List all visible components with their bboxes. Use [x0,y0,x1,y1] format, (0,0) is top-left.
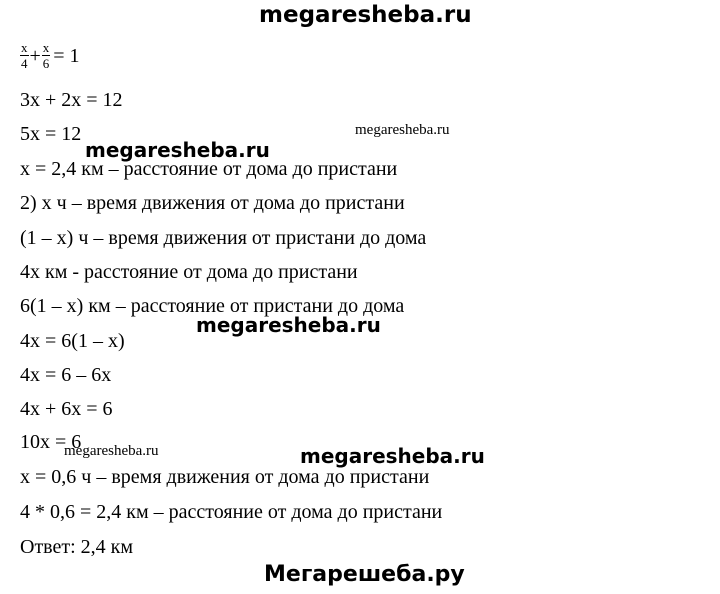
solution-line: 6(1 – x) км – расстояние от пристани до дома [20,295,405,317]
watermark-top: megaresheba.ru [259,2,472,28]
solution-line: 10x = 6 [20,431,82,453]
watermark-bold: megaresheba.ru [196,313,381,337]
fraction-numerator: x [42,40,50,55]
solution-line: 3x + 2x = 12 [20,89,123,111]
solution-line: 5x = 12 [20,123,82,145]
solution-line: 2) x ч – время движения от дома до пристани [20,192,405,214]
fraction-x-over-4 [20,41,29,70]
fraction-x-over-6 [42,41,51,70]
fraction-denominator: 6 [42,56,50,71]
footer-brand: Мегарешеба.ру [264,562,465,587]
watermark-bold: megaresheba.ru [300,444,485,468]
equation-rhs: = 1 [53,44,80,67]
plus-sign: + [29,44,41,67]
fraction-denominator: 4 [21,56,28,71]
solution-line: 4x км - расстояние от дома до пристани [20,261,358,283]
solution-line: 4 * 0,6 = 2,4 км – расстояние от дома до пристани [20,501,443,523]
solution-line: 4x = 6(1 – x) [20,330,125,352]
solution-line: x = 2,4 км – расстояние от дома до пристани [20,158,398,180]
solution-line: (1 – x) ч – время движения от пристани до дома [20,227,427,249]
fraction-numerator: x [21,40,28,55]
solution-line: 4x + 6x = 6 [20,398,113,420]
answer-line: Ответ: 2,4 км [20,536,134,558]
watermark-bold: megaresheba.ru [85,138,270,162]
watermark-small: megaresheba.ru [64,443,159,459]
solution-line: 4x = 6 – 6x [20,364,112,386]
equation-fractions [20,41,81,70]
solution-line: x = 0,6 ч – время движения от дома до пристани [20,466,430,488]
watermark-small: megaresheba.ru [355,122,450,138]
